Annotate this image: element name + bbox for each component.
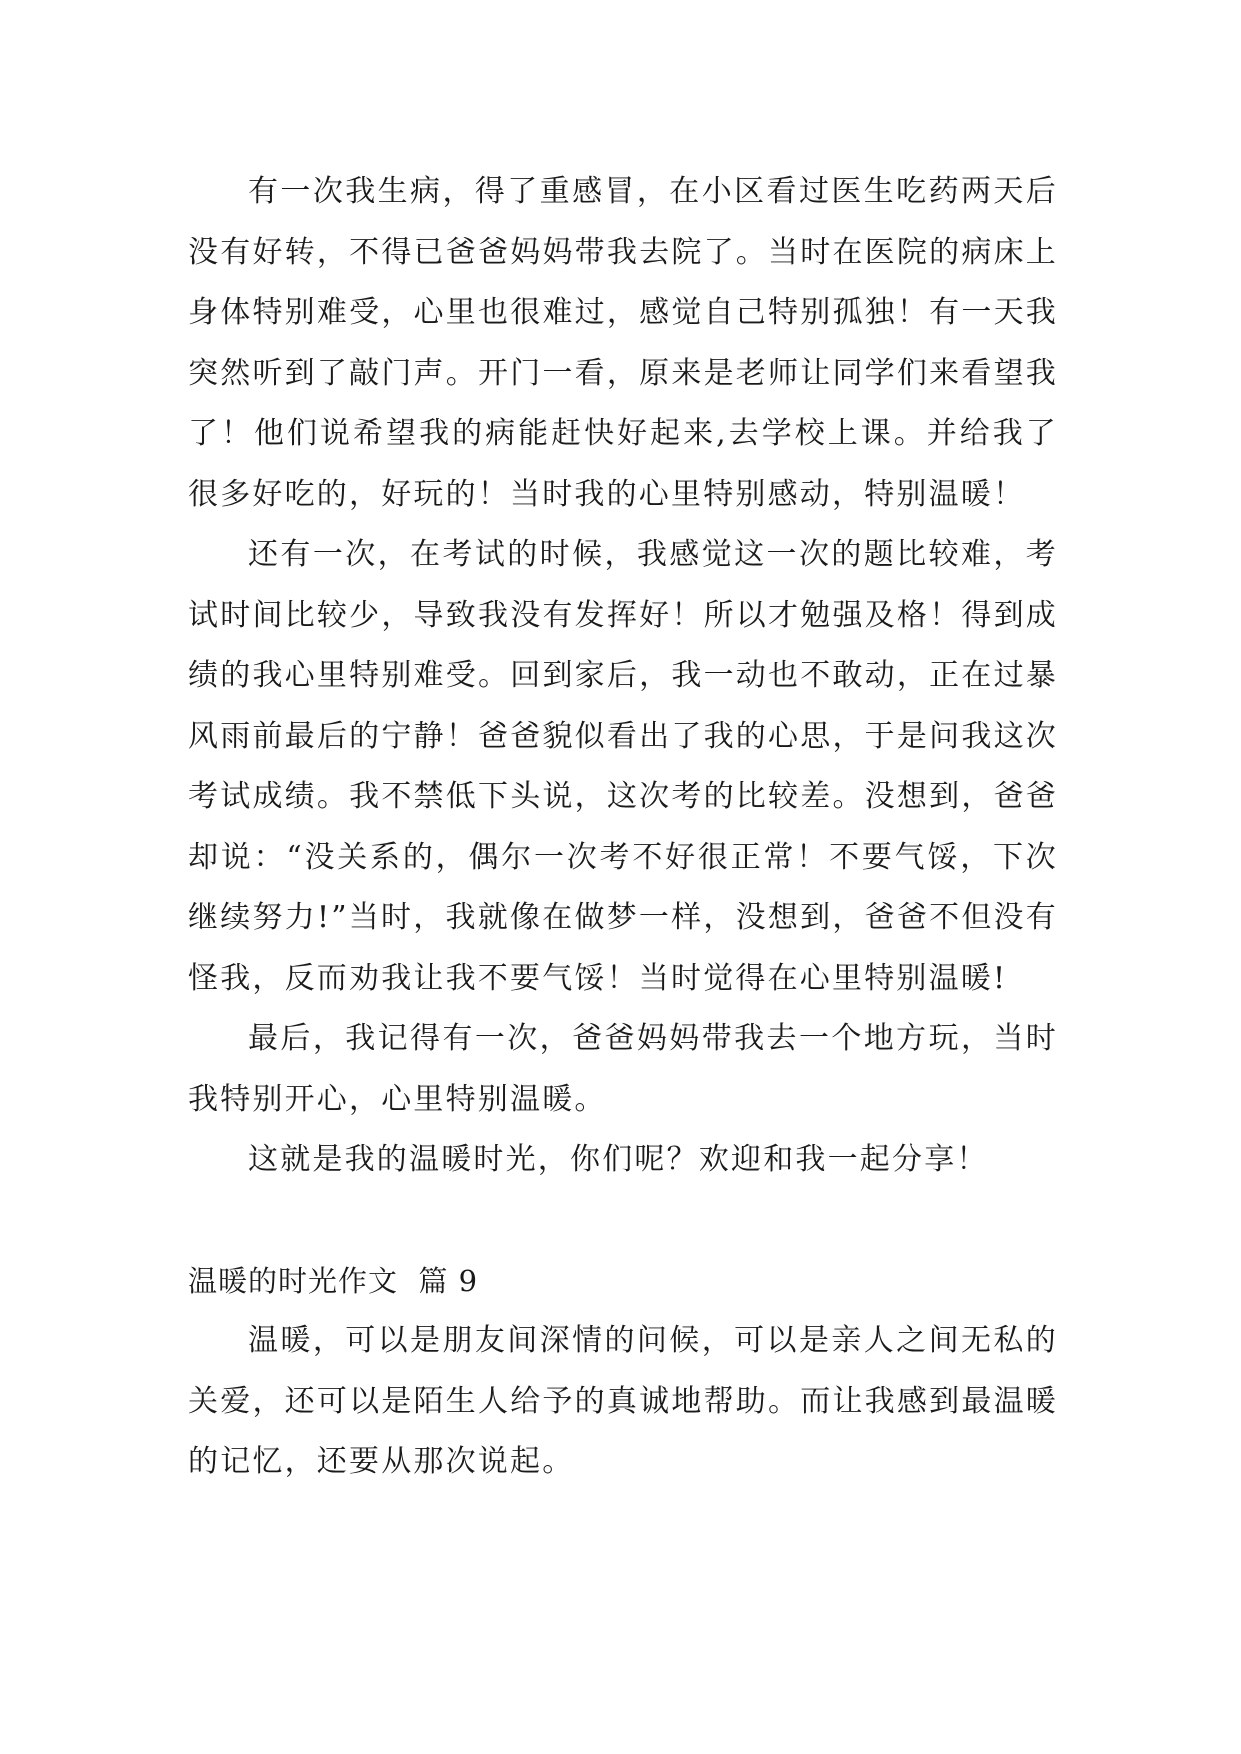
paragraph-exam: 还有一次，在考试的时候，我感觉这一次的题比较难，考试时间比较少，导致我没有发挥好！所以才勉强及格！得到成绩的我心里特别难受。回到家后，我一动也不敢动，正在过暴风雨前最后的宁静！爸爸貌似看出了我的心思，于是问我这次考试成绩。我不禁低下头说，这次考的比较差。没想到，爸爸却说：“没关系的，偶尔一次考不好很正常！不要气馁，下次继续努力!”当时，我就像在做梦一样，没想到，爸爸不但没有怪我，反而劝我让我不要气馁！当时觉得在心里特别温暖! — [188, 537, 1058, 996]
section-heading: 温暖的时光作文 篇 9 — [188, 1263, 479, 1298]
paragraph-intro: 温暖，可以是朋友间深情的问候，可以是亲人之间无私的关爱，还可以是陌生人给予的真诚地帮助。而让我感到最温暖的记忆，还要从那次说起。 — [188, 1323, 1058, 1479]
paragraph-closing: 这就是我的温暖时光，你们呢？欢迎和我一起分享！ — [248, 1142, 989, 1177]
paragraph-sick: 有一次我生病，得了重感冒，在小区看过医生吃药两天后没有好转，不得已爸爸妈妈带我去院了。当时在医院的病床上身体特别难受，心里也很难过，感觉自己特别孤独！有一天我突然听到了敲门声。开门一看，原来是老师让同学们来看望我了！他们说希望我的病能赶快好起来,去学校上课。并给我了很多好吃的，好玩的！当时我的心里特别感动，特别温暖！ — [188, 174, 1058, 512]
document-body — [188, 162, 1058, 1493]
paragraph-trip: 最后，我记得有一次，爸爸妈妈带我去一个地方玩，当时我特别开心，心里特别温暖。 — [188, 1021, 1058, 1117]
